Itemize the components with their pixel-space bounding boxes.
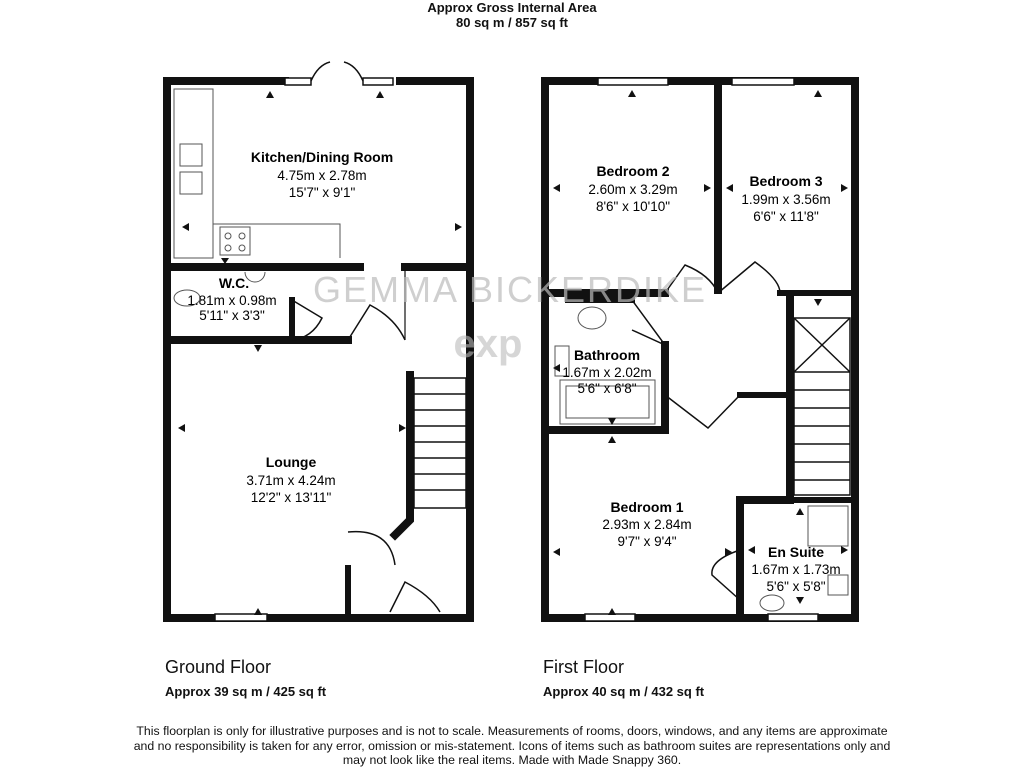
ensuite-toilet-icon bbox=[760, 595, 784, 611]
disclaimer bbox=[130, 724, 894, 768]
gf-front-door bbox=[390, 582, 440, 612]
bedroom2-name: Bedroom 2 bbox=[596, 163, 670, 179]
ground-floor-title: Ground Floor bbox=[165, 657, 272, 677]
gf-lounge-window bbox=[215, 614, 267, 621]
ensuite-name: En Suite bbox=[767, 544, 825, 560]
watermark-brand: GEMMA BICKERDIKE bbox=[312, 269, 708, 310]
ff-bed2-window bbox=[598, 78, 668, 85]
bedroom1-name: Bedroom 1 bbox=[610, 499, 684, 515]
disclaimer-line-2: and no responsibility is taken for any error, omission or mis-statement. Icons of items such as bathroom suites are representations only and bbox=[133, 738, 891, 753]
kitchen-name: Kitchen/Dining Room bbox=[250, 149, 394, 165]
bathroom-imperial: 5'6" x 6'8" bbox=[577, 381, 637, 396]
gf-lounge-door bbox=[348, 305, 405, 340]
first-floor-area: Approx 40 sq m / 432 sq ft bbox=[543, 684, 705, 699]
gf-kitchen-window-left bbox=[285, 78, 311, 85]
bedroom1-metric: 2.93m x 2.84m bbox=[602, 517, 692, 532]
disclaimer-line-3: may not look like the real items. Made with Made Snappy 360. bbox=[342, 753, 682, 768]
bedroom2-metric: 2.60m x 3.29m bbox=[588, 182, 678, 197]
kitchen-sink-icon bbox=[180, 144, 202, 166]
ff-ensuite-window bbox=[768, 614, 818, 621]
gf-kitchen-window-right bbox=[363, 78, 393, 85]
wc-name: W.C. bbox=[218, 275, 250, 291]
bedroom1-imperial: 9'7" x 9'4" bbox=[617, 534, 677, 549]
gf-french-door-left bbox=[311, 62, 330, 81]
first-floor-title: First Floor bbox=[543, 657, 624, 677]
bath-toilet-icon bbox=[578, 307, 606, 329]
bedroom3-imperial: 6'6" x 11'8" bbox=[753, 209, 819, 224]
ensuite-basin-icon bbox=[828, 575, 848, 595]
ground-floor-area: Approx 39 sq m / 425 sq ft bbox=[165, 684, 327, 699]
lounge-metric: 3.71m x 4.24m bbox=[246, 473, 336, 488]
ensuite-imperial: 5'6" x 5'8" bbox=[766, 579, 826, 594]
ff-stairs bbox=[794, 318, 850, 495]
kitchen-metric: 4.75m x 2.78m bbox=[277, 168, 367, 183]
gf-french-door-right bbox=[344, 62, 363, 81]
gross-area-title: Approx Gross Internal Area bbox=[427, 0, 597, 15]
shower-icon bbox=[808, 506, 848, 546]
bedroom2-imperial: 8'6" x 10'10" bbox=[595, 199, 671, 214]
gf-front-door-inner bbox=[348, 532, 395, 565]
ff-bed1-door bbox=[665, 395, 740, 428]
ensuite-metric: 1.67m x 1.73m bbox=[751, 562, 841, 577]
ff-bed1-window bbox=[585, 614, 635, 621]
hob-icon bbox=[220, 227, 250, 255]
watermark-logo: exp bbox=[453, 322, 523, 366]
wc-imperial: 5'11" x 3'3" bbox=[199, 308, 265, 323]
lounge-imperial: 12'2" x 13'11" bbox=[250, 490, 332, 505]
kitchen-imperial: 15'7" x 9'1" bbox=[288, 185, 356, 200]
gf-stairs bbox=[414, 378, 466, 508]
bathroom-metric: 1.67m x 2.02m bbox=[562, 365, 652, 380]
bedroom3-metric: 1.99m x 3.56m bbox=[741, 192, 831, 207]
disclaimer-line-1: This floorplan is only for illustrative purposes and is not to scale. Measurements of rooms, doors, windows, and any items are approximate bbox=[136, 724, 888, 738]
bathroom-name: Bathroom bbox=[573, 347, 641, 363]
lounge-name: Lounge bbox=[265, 454, 317, 470]
ff-ensuite-door bbox=[712, 550, 740, 600]
wc-metric: 1.81m x 0.98m bbox=[187, 293, 277, 308]
ff-bed3-door bbox=[718, 262, 780, 293]
gross-area-value: 80 sq m / 857 sq ft bbox=[456, 15, 568, 30]
ff-bed3-window bbox=[732, 78, 794, 85]
bedroom3-name: Bedroom 3 bbox=[749, 173, 823, 189]
gf-wall-stair-left bbox=[395, 375, 410, 535]
